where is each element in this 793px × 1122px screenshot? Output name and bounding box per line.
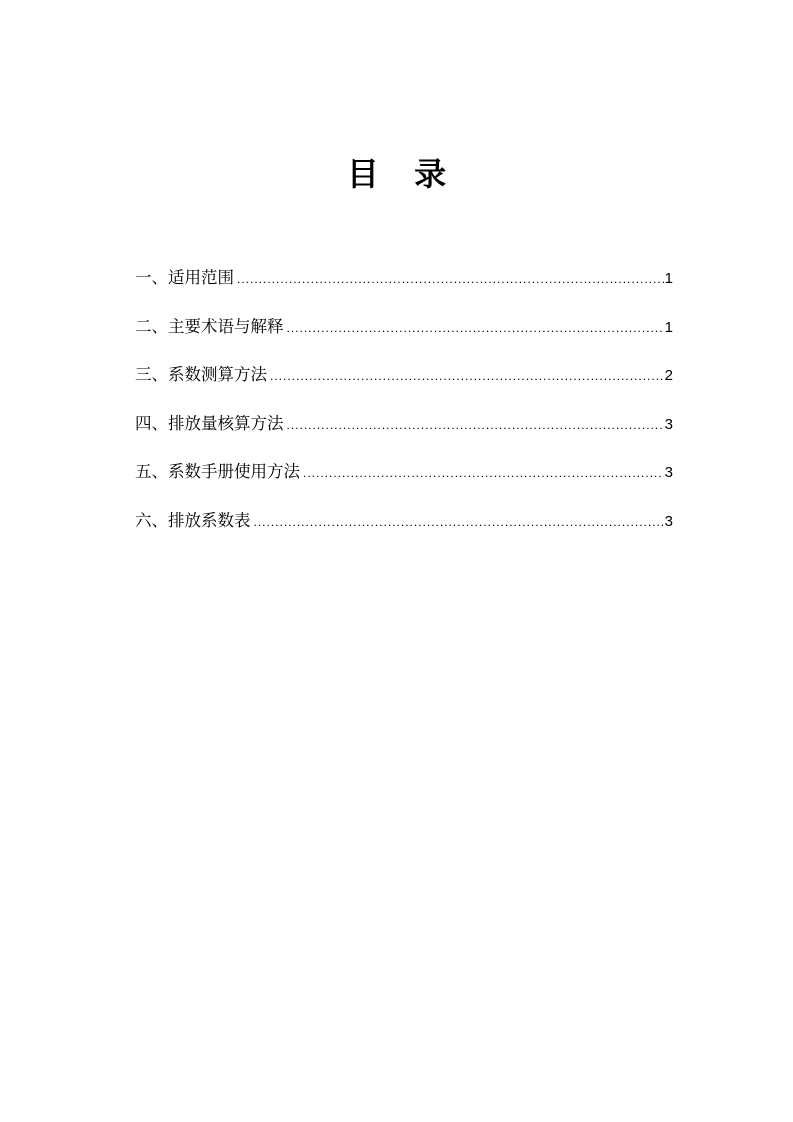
toc-dot-leader xyxy=(303,457,664,489)
toc-entry-scope[interactable] xyxy=(135,262,673,311)
toc-page-number: 2 xyxy=(664,367,673,385)
toc-entry-label: 五、系数手册使用方法 xyxy=(135,462,300,482)
toc-entry-methods[interactable] xyxy=(135,359,673,408)
toc-entry-coefficient-table[interactable] xyxy=(135,505,673,554)
toc-entry-label: 一、适用范围 xyxy=(135,268,234,287)
toc-dot-leader xyxy=(254,506,664,538)
toc-entry-label: 六、排放系数表 xyxy=(135,510,251,530)
table-of-contents xyxy=(135,262,673,554)
page-title: 目 录 xyxy=(346,155,459,193)
toc-dot-leader xyxy=(287,409,664,441)
toc-dot-leader xyxy=(270,360,664,392)
toc-entry-label: 三、系数测算方法 xyxy=(135,365,267,385)
toc-page-number: 1 xyxy=(664,270,673,287)
toc-dot-leader xyxy=(287,312,664,344)
toc-entry-label: 二、主要术语与解释 xyxy=(135,316,284,336)
toc-page-number: 3 xyxy=(664,415,673,433)
toc-entry-manual-usage[interactable] xyxy=(135,456,673,505)
toc-page-number: 3 xyxy=(664,464,673,482)
toc-dot-leader xyxy=(237,263,664,295)
toc-entry-terms[interactable] xyxy=(135,311,673,360)
toc-page-number: 3 xyxy=(664,512,673,530)
toc-entry-accounting[interactable] xyxy=(135,408,673,457)
toc-entry-label: 四、排放量核算方法 xyxy=(135,413,284,433)
toc-page-number: 1 xyxy=(664,318,673,336)
